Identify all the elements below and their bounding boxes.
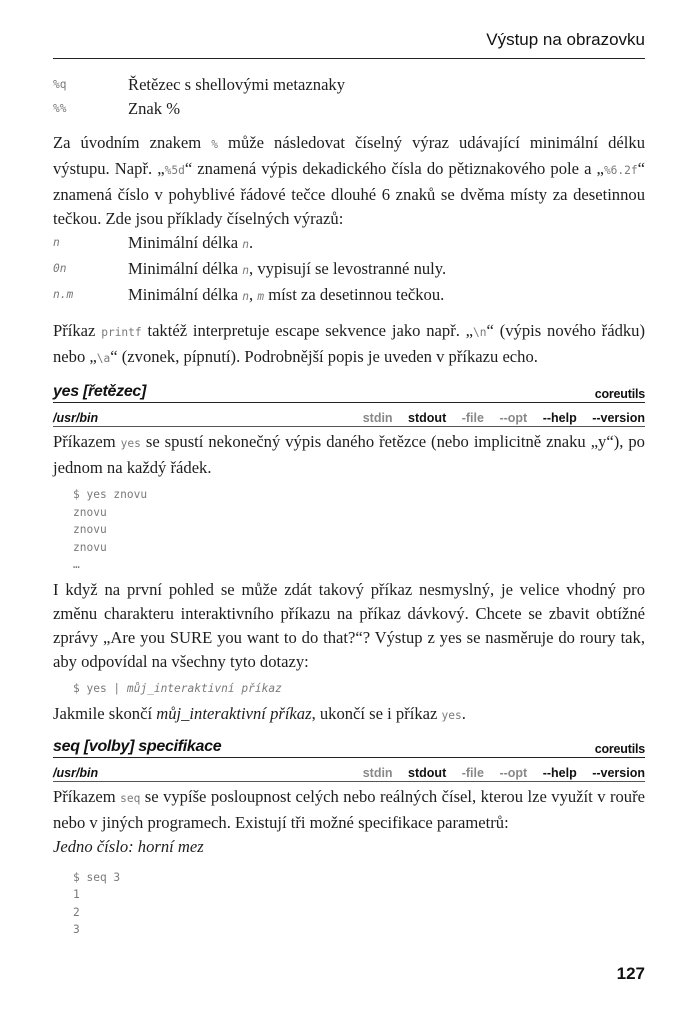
format-desc: Řetězec s shellovými metaznaky [128, 75, 346, 94]
seq-description: Příkazem seq se vypíše posloupnost celých nebo reálných čísel, kterou lze využít v rouře nebo v jiných programech. Existují tři možné specifikace parametrů: [53, 786, 645, 832]
format-item [53, 73, 645, 97]
format-code: %q [53, 78, 67, 91]
seq-command-header [53, 734, 645, 758]
opt-stdin: stdin [362, 411, 393, 425]
yes-paragraph-3: Jakmile skončí můj_interaktivní příkaz, ukončí se i příkaz yes. [53, 703, 466, 723]
code-line: 1 [73, 888, 80, 902]
yes-paragraph-2: I když na první pohled se může zdát takový příkaz nesmyslný, je velice vhodný pro změnu charakteru interaktivního příkazu na příkaz dávkový. Chcete se zbavit obtížné zprávy „Are you SURE you want to do that?“? Výstup z yes se nasměruje do roury tak, aby odpovídal na všechny tyto dotazy: [53, 579, 645, 671]
opt-stdin: stdin [362, 765, 393, 780]
seq-example [53, 869, 645, 939]
format-code: n [53, 236, 60, 249]
command-options [351, 766, 645, 780]
package-name: coreutils [594, 387, 645, 401]
format-item [53, 257, 645, 283]
code-line: $ yes | můj_interaktivní příkaz [73, 681, 282, 695]
opt-version: --version [592, 411, 645, 425]
command-name: seq [volby] specifikace [53, 737, 222, 755]
package-name: coreutils [594, 741, 645, 756]
format-code: 0n [53, 262, 67, 275]
command-name: yes [řetězec] [53, 383, 147, 400]
yes-description: Příkazem yes se spustí nekonečný výpis daného řetězce (nebo implicitně znaku „y“), po jednom na každý řádek. [53, 432, 645, 477]
format-list-top [53, 73, 645, 121]
page-body [53, 73, 645, 943]
command-options [351, 411, 645, 425]
format-desc: Minimální délka n. [128, 233, 254, 252]
format-code: %% [53, 102, 67, 115]
format-code: n.m [53, 288, 74, 301]
code-line: $ seq 3 [73, 870, 121, 884]
running-head: Výstup na obrazovku [486, 30, 645, 49]
format-item [53, 97, 645, 121]
yes-command-header [53, 379, 645, 403]
intro-paragraph: Za úvodním znakem % může následovat číselný výraz udávající minimální délku výstupu. Např. „%5d“ znamená výpis dekadického čísla do pětiznakového pole a „%6.2f“ znamená číslo v pohyblivé řádové tečce dlouhé 6 znaků se dvěma místy za desetinnou tečkou. Zde jsou příklady číselných výrazů: [53, 133, 645, 228]
code-line: … [73, 558, 80, 572]
yes-command-meta [53, 403, 645, 427]
code-line: znovu [73, 540, 107, 554]
yes-example-2 [53, 680, 645, 698]
printf-paragraph: Příkaz printf taktéž interpretuje escape sekvence jako např. „\n“ (výpis nového řádku) nebo „\a“ (zvonek, pípnutí). Podrobnější popis je uveden v příkazu echo. [53, 321, 645, 366]
opt-file: -file [461, 411, 484, 425]
header-rule [53, 58, 645, 59]
opt-stdout: stdout [408, 765, 447, 780]
opt-file: -file [461, 765, 484, 780]
format-list-width [53, 231, 645, 309]
opt-help: --help [542, 765, 577, 780]
page-number: 127 [616, 964, 645, 983]
code-line: 3 [73, 923, 80, 937]
yes-example [53, 486, 645, 574]
format-desc: Minimální délka n, m míst za desetinnou tečkou. [128, 285, 445, 304]
command-path: /usr/bin [53, 411, 99, 425]
format-item [53, 283, 645, 309]
opt-help: --help [542, 411, 577, 425]
command-path: /usr/bin [53, 765, 99, 780]
code-line: $ yes znovu [73, 488, 148, 501]
opt-version: --version [592, 765, 645, 780]
code-line: znovu [73, 523, 107, 537]
opt-stdout: stdout [408, 411, 447, 425]
opt-opt: --opt [499, 411, 528, 425]
format-item [53, 231, 645, 257]
code-line: znovu [73, 505, 107, 519]
code-line: 2 [73, 905, 80, 919]
seq-subheading: Jedno číslo: horní mez [53, 836, 204, 856]
format-desc: Znak % [128, 99, 181, 118]
format-desc: Minimální délka n, vypisují se levostranné nuly. [128, 259, 447, 278]
seq-command-meta [53, 758, 645, 782]
opt-opt: --opt [499, 765, 528, 780]
